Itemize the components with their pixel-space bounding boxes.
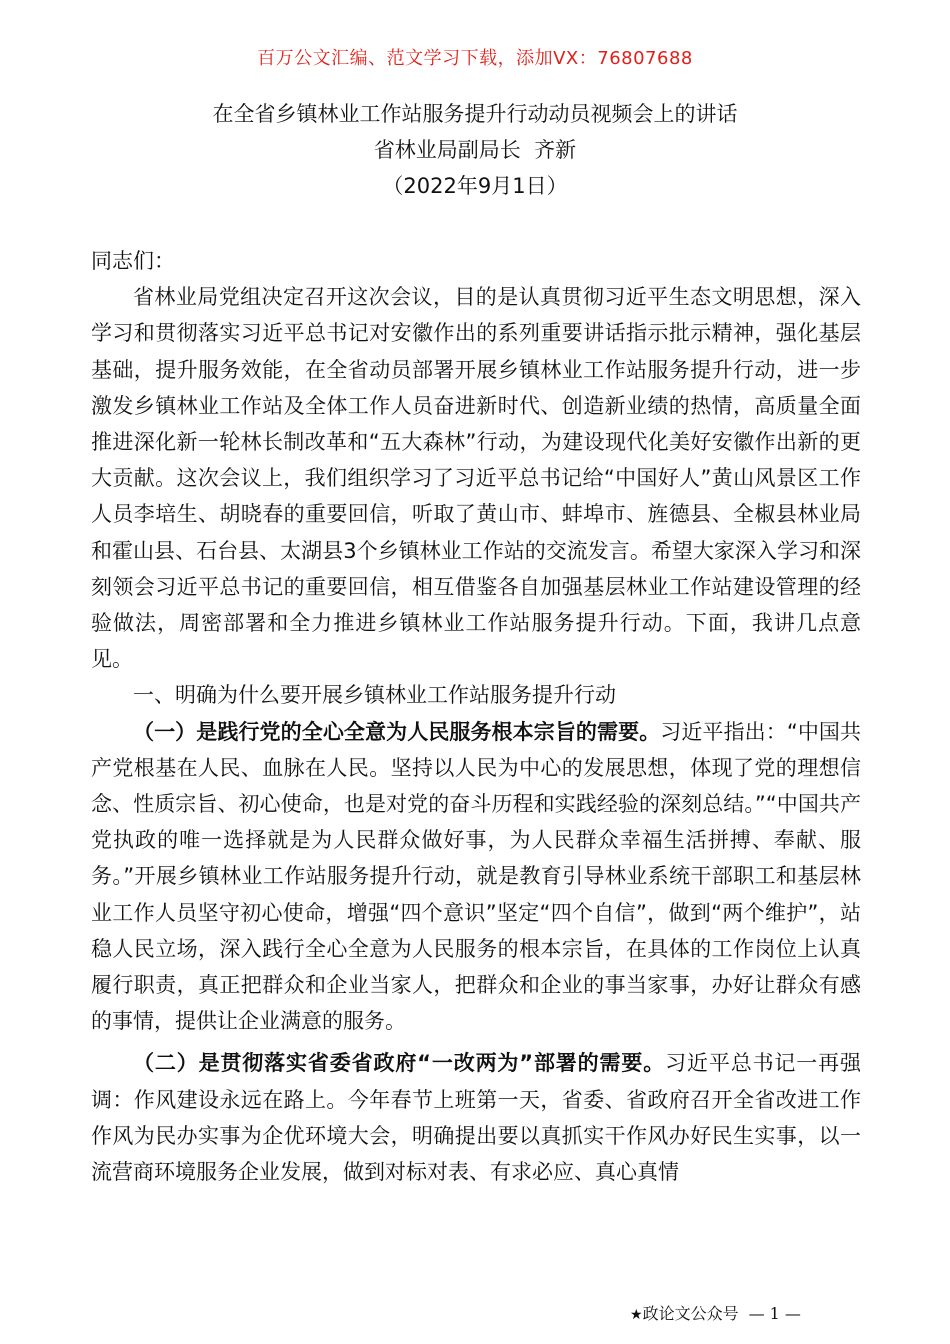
salutation: 同志们：: [91, 249, 175, 273]
footer-source: 政论文公众号: [642, 1304, 739, 1323]
document-title: 在全省乡镇林业工作站服务提升行动动员视频会上的讲话: [212, 102, 738, 126]
title-block: [0, 96, 950, 204]
subsection-2-text: 习近平总书记一再强调：作风建设永远在路上。今年春节上班第一天，省委、省政府召开全省改进工作作风为民办实事为企优环境大会，明确提出要以真抓实干作风办好民生实事，以一流营商环境服务企业发展，做到对标对表、有求必应、真心真情: [91, 1051, 862, 1185]
speaker-line: 省林业局副局长 齐新: [373, 138, 577, 162]
star-icon: ★: [630, 1307, 643, 1323]
section-heading-1: 一、明确为什么要开展乡镇林业工作站服务提升行动: [133, 683, 616, 708]
subsection-2: [91, 1045, 861, 1190]
subsection-2-heading: （二）是贯彻落实省委省政府“一改两为”部署的需要。: [133, 1051, 666, 1076]
subsection-1-text: 习近平指出：“中国共产党根基在人民、血脉在人民。坚持以人民为中心的发展思想，体现了党的理想信念、性质宗旨、初心使命，也是对党的奋斗历程和实践经验的深刻总结。”“中国共产党执政的唯一选择就是为人民群众做好事，为人民群众幸福生活拼搏、奉献、服务。”开展乡镇林业工作站服务提升行动，就是教育引导林业系统干部职工和基层林业工作人员坚守初心使命，增强“四个意识”坚定“四个自信”，做到“两个维护”，站稳人民立场，深入践行全心全意为人民服务的根本宗旨，在具体的工作岗位上认真履行职责，真正把群众和企业当家人，把群众和企业的事当家事，办好让群众有感的事情，提供让企业满意的服务。: [91, 719, 861, 1034]
paragraph-intro: 省林业局党组决定召开这次会议，目的是认真贯彻习近平生态文明思想，深入学习和贯彻落实习近平总书记对安徽作出的系列重要讲话指示批示精神，强化基层基础，提升服务效能，在全省动员部署开展乡镇林业工作站服务提升行动，进一步激发乡镇林业工作站及全体工作人员奋进新时代、创造新业绩的热情，高质量全面推进深化新一轮林长制改革和“五大森林”行动，为建设现代化美好安徽作出新的更大贡献。这次会议上，我们组织学习了习近平总书记给“中国好人”黄山风景区工作人员李培生、胡晓春的重要回信，听取了黄山市、蚌埠市、旌德县、全椒县林业局和霍山县、石台县、太湖县3个乡镇林业工作站的交流发言。希望大家深入学习和深刻领会习近平总书记的重要回信，相互借鉴各自加强基层林业工作站建设管理的经验做法，周密部署和全力推进乡镇林业工作站服务提升行动。下面，我讲几点意见。: [91, 285, 861, 672]
subsection-1: [91, 714, 861, 1040]
date-line: （2022年9月1日）: [382, 174, 568, 198]
page-footer: [630, 1301, 801, 1324]
header-banner: 百万公文汇编、范文学习下载，添加VX：76807688: [257, 48, 693, 69]
subsection-1-heading: （一）是践行党的全心全意为人民服务根本宗旨的需要。: [133, 719, 661, 744]
page-number: — 1 —: [748, 1304, 801, 1323]
document-body: [91, 243, 861, 1190]
